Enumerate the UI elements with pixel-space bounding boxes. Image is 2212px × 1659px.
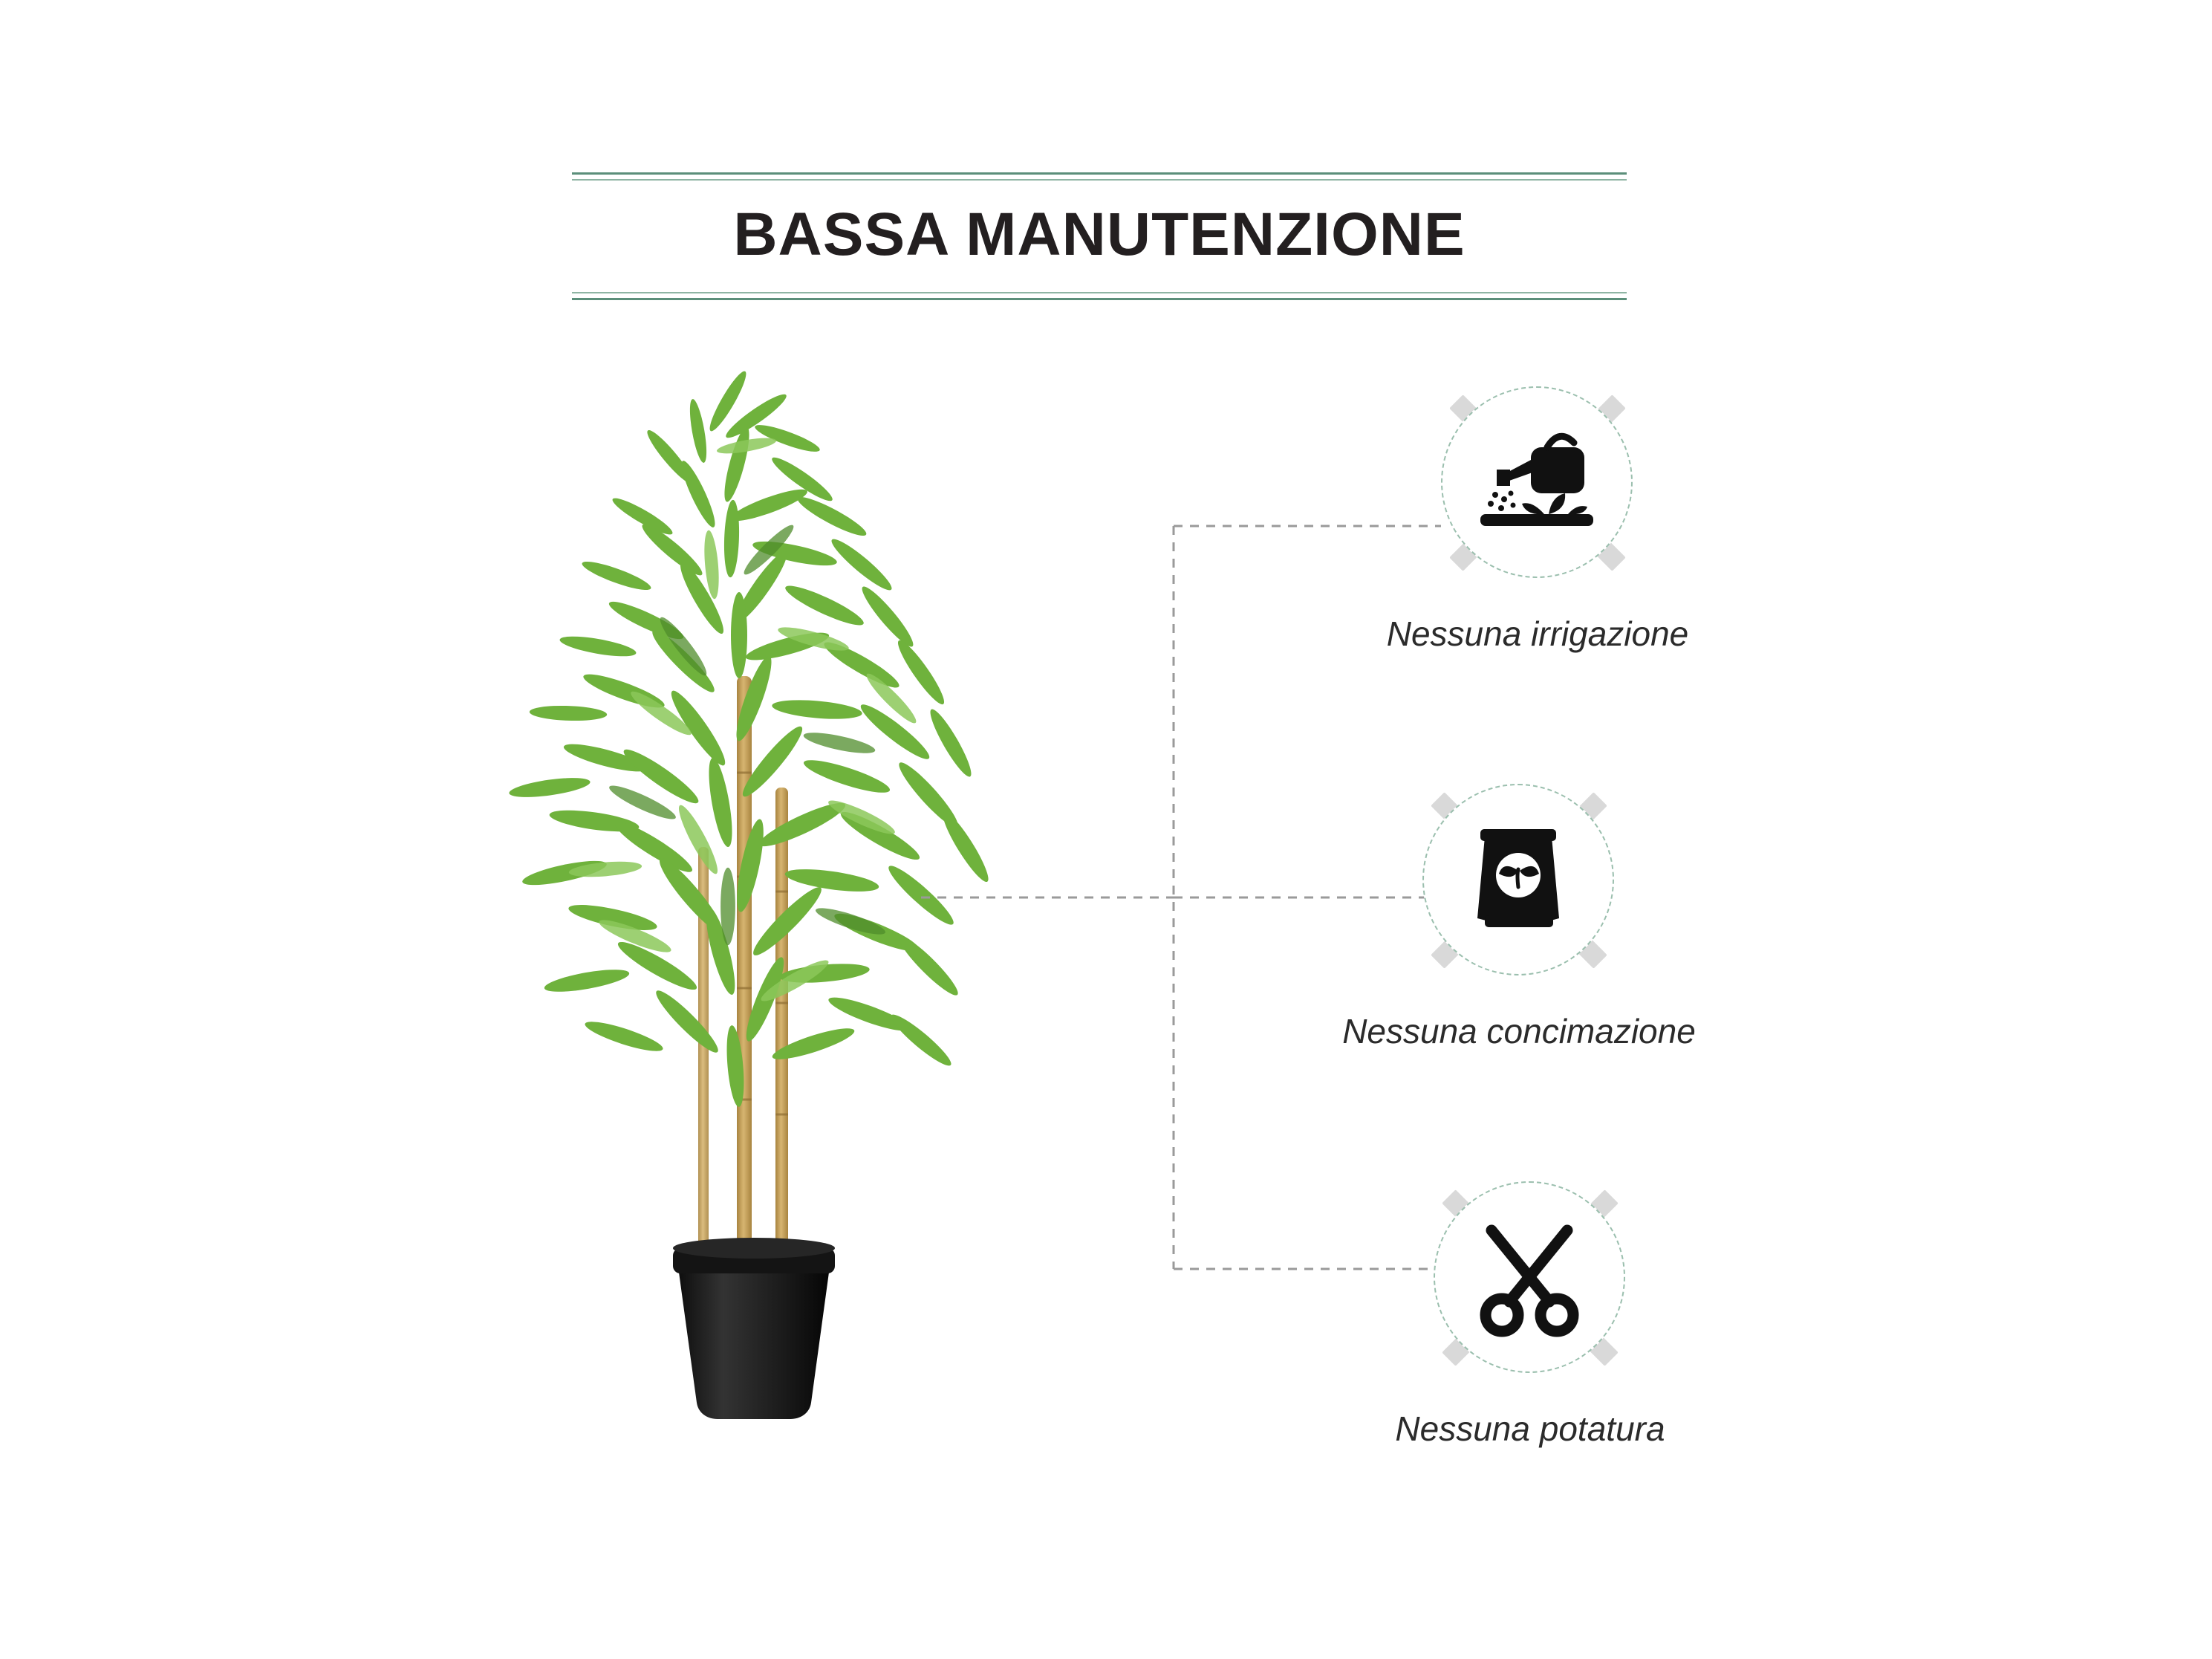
page-title: BASSA MANUTENZIONE xyxy=(733,201,1466,268)
scissors-icon xyxy=(1434,1181,1625,1373)
fertilizer-bag-icon xyxy=(1422,784,1614,975)
feature-caption: Nessuna irrigazione xyxy=(1386,614,1689,653)
feature-caption: Nessuna potatura xyxy=(1395,1409,1665,1448)
plant-pot xyxy=(673,1238,835,1419)
feature-no-watering xyxy=(1307,371,1768,654)
badge-no-pruning xyxy=(1419,1166,1642,1389)
product-image xyxy=(475,327,1218,1471)
title-rule-bottom-thin xyxy=(572,292,1627,293)
watering-can-icon xyxy=(1441,386,1633,578)
feature-caption: Nessuna concimazione xyxy=(1342,1012,1696,1051)
feature-no-pruning xyxy=(1300,1166,1760,1449)
page-title-block xyxy=(572,172,1627,300)
badge-no-fertilizing xyxy=(1408,769,1630,992)
feature-no-fertilizing xyxy=(1289,769,1749,1051)
title-rule-bottom xyxy=(572,298,1627,300)
badge-no-watering xyxy=(1426,371,1649,594)
bamboo-plant-illustration xyxy=(475,327,1218,1471)
title-rule-top xyxy=(572,172,1627,175)
